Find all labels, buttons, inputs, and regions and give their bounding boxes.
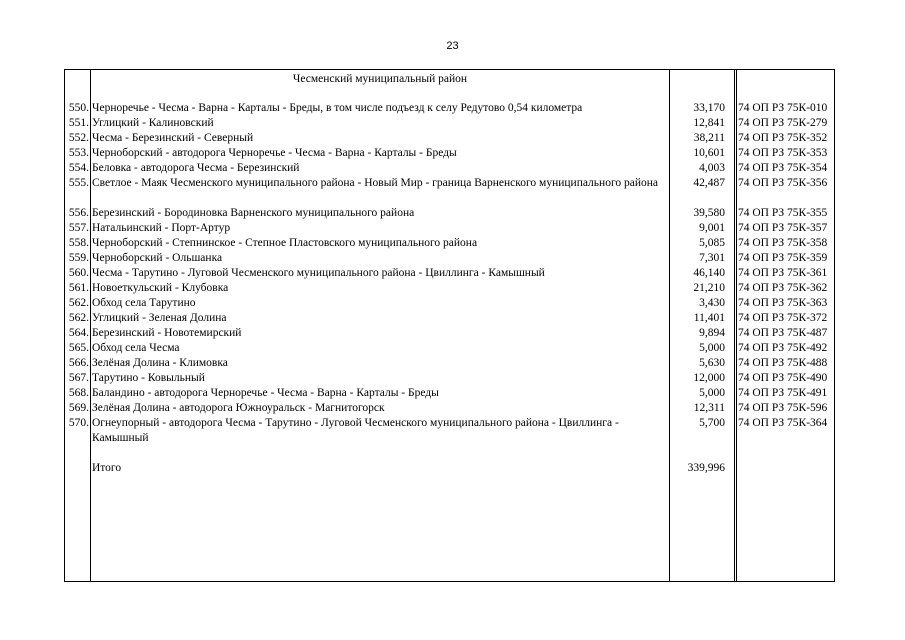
road-code: 74 ОП РЗ 75К-372 — [738, 312, 828, 324]
column-divider — [736, 70, 737, 581]
row-number: 562. — [68, 297, 89, 309]
road-code: 74 ОП РЗ 75К-352 — [738, 132, 828, 144]
road-length: 3,430 — [699, 297, 725, 309]
road-code: 74 ОП РЗ 75К-364 — [738, 417, 828, 429]
road-name: Зелёная Долина - Климовка — [92, 357, 228, 369]
road-code: 74 ОП РЗ 75К-358 — [738, 237, 828, 249]
road-length: 12,311 — [693, 402, 725, 414]
road-length: 5,000 — [699, 342, 725, 354]
road-name: Углицкий - Калиновский — [92, 117, 214, 129]
road-name: Огнеупорный - автодорога Чесма - Тарутино - Луговой Чесменского муниципального района - Цвиллинга - Камышный — [92, 417, 619, 444]
road-length: 12,841 — [693, 117, 725, 129]
road-code: 74 ОП РЗ 75К-491 — [738, 387, 828, 399]
row-number: 557. — [68, 222, 89, 234]
road-code: 74 ОП РЗ 75К-488 — [738, 357, 828, 369]
row-number: 552. — [68, 132, 89, 144]
road-name: Беловка - автодорога Чесма - Березинский — [92, 162, 300, 174]
road-code: 74 ОП РЗ 75К-362 — [738, 282, 828, 294]
road-name: Углицкий - Зеленая Долина — [92, 312, 227, 324]
road-code: 74 ОП РЗ 75К-487 — [738, 327, 828, 339]
row-number: 566. — [68, 357, 89, 369]
column-divider — [90, 70, 91, 581]
row-number: 556. — [68, 207, 89, 219]
road-length: 21,210 — [693, 282, 725, 294]
road-code: 74 ОП РЗ 75К-279 — [738, 117, 828, 129]
row-number: 550. — [68, 102, 89, 114]
row-number: 554. — [68, 162, 89, 174]
road-length: 9,001 — [699, 222, 725, 234]
column-divider — [734, 70, 735, 581]
road-code: 74 ОП РЗ 75К-357 — [738, 222, 828, 234]
total-label: Итого — [92, 462, 122, 474]
road-length: 5,630 — [699, 357, 725, 369]
row-number: 565. — [68, 342, 89, 354]
row-number: 568. — [68, 387, 89, 399]
road-name: Чесма - Тарутино - Луговой Чесменского муниципального района - Цвиллинга - Камышный — [92, 267, 545, 279]
row-number: 569. — [68, 402, 89, 414]
road-code: 74 ОП РЗ 75К-356 — [738, 177, 828, 189]
road-name: Обход села Чесма — [92, 342, 180, 354]
road-name: Баландино - автодорога Черноречье - Чесма - Варна - Карталы - Бреды — [92, 387, 439, 399]
road-table — [64, 69, 835, 582]
road-length: 9,894 — [699, 327, 725, 339]
row-number: 551. — [68, 117, 89, 129]
road-length: 4,003 — [699, 162, 725, 174]
column-divider — [669, 70, 670, 581]
section-title: Чесменский муниципальный район — [292, 73, 468, 85]
road-length: 5,700 — [699, 417, 725, 429]
road-name: Черноборский - автодорога Черноречье - Чесма - Варна - Карталы - Бреды — [92, 147, 457, 159]
row-number: 561. — [68, 282, 89, 294]
road-name: Черноречье - Чесма - Варна - Карталы - Бреды, в том числе подъезд к селу Редутово 0,54 километра — [92, 102, 583, 114]
road-length: 46,140 — [693, 267, 725, 279]
road-code: 74 ОП РЗ 75К-359 — [738, 252, 828, 264]
road-length: 5,085 — [699, 237, 725, 249]
road-length: 38,211 — [693, 132, 725, 144]
road-length: 5,000 — [699, 387, 725, 399]
row-number: 555. — [68, 177, 89, 189]
row-number: 570. — [68, 417, 89, 429]
road-length: 39,580 — [693, 207, 725, 219]
road-name: Чесма - Березинский - Северный — [92, 132, 254, 144]
road-name: Березинский - Новотемирский — [92, 327, 242, 339]
road-name: Березинский - Бородиновка Варненского муниципального района — [92, 207, 415, 219]
road-name: Зелёная Долина - автодорога Южноуральск - Магнитогорск — [92, 402, 385, 414]
road-code: 74 ОП РЗ 75К-361 — [738, 267, 828, 279]
road-name: Тарутино - Ковыльный — [92, 372, 205, 384]
page-number: 23 — [446, 40, 459, 52]
row-number: 553. — [68, 147, 89, 159]
row-number: 560. — [68, 267, 89, 279]
total-value: 339,996 — [687, 462, 725, 474]
road-length: 42,487 — [693, 177, 725, 189]
road-name: Черноборский - Степнинское - Степное Пластовского муниципального района — [92, 237, 478, 249]
row-number: 558. — [68, 237, 89, 249]
road-name: Светлое - Маяк Чесменского муниципального района - Новый Мир - граница Варненского муниципального района — [92, 177, 659, 189]
row-number: 559. — [68, 252, 89, 264]
road-length: 33,170 — [693, 102, 725, 114]
road-code: 74 ОП РЗ 75К-353 — [738, 147, 828, 159]
road-length: 10,601 — [693, 147, 725, 159]
row-number: 564. — [68, 327, 89, 339]
road-code: 74 ОП РЗ 75К-492 — [738, 342, 828, 354]
road-length: 11,401 — [693, 312, 725, 324]
road-name: Новоеткульский - Клубовка — [92, 282, 229, 294]
road-name: Натальинский - Порт-Артур — [92, 222, 231, 234]
road-length: 12,000 — [693, 372, 725, 384]
road-name: Черноборский - Ольшанка — [92, 252, 223, 264]
road-name: Обход села Тарутино — [92, 297, 196, 309]
road-code: 74 ОП РЗ 75К-363 — [738, 297, 828, 309]
row-number: 567. — [68, 372, 89, 384]
road-code: 74 ОП РЗ 75К-354 — [738, 162, 828, 174]
road-code: 74 ОП РЗ 75К-010 — [738, 102, 828, 114]
road-length: 7,301 — [699, 252, 725, 264]
road-code: 74 ОП РЗ 75К-490 — [738, 372, 828, 384]
road-code: 74 ОП РЗ 75К-355 — [738, 207, 828, 219]
road-code: 74 ОП РЗ 75К-596 — [738, 402, 828, 414]
row-number: 562. — [68, 312, 89, 324]
